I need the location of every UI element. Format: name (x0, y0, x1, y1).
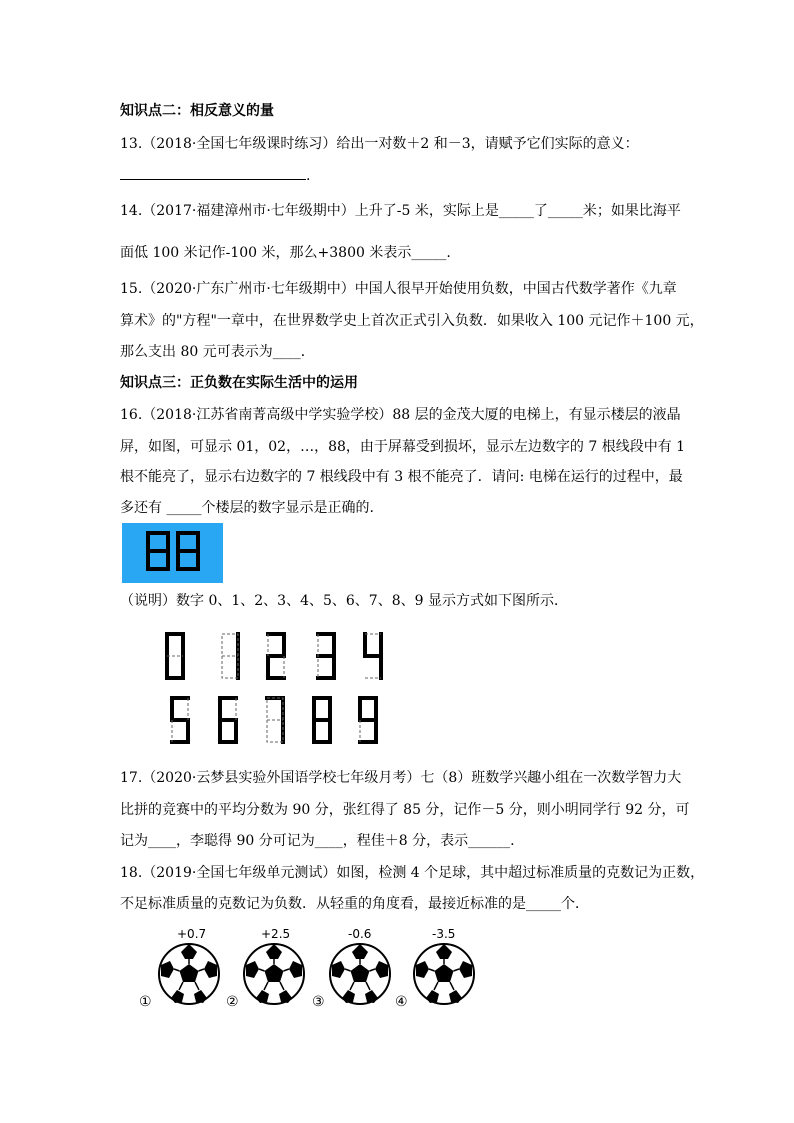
question-16-line3: 根不能亮了，显示右边数字的 7 根线段中有 3 根不能亮了．请问: 电梯在运行的过程中，最 (120, 469, 683, 485)
elevator-display (122, 523, 223, 583)
question-16-line2: 屏，如图，可显示 01，02，…，88，由于屏幕受到损坏，显示左边数字的 7 根线段中有 1 (120, 439, 686, 455)
question-16-note: （说明）数字 0、1、2、3、4、5、6、7、8、9 显示方式如下图所示． (120, 593, 568, 609)
ball-2-number: ② (226, 994, 239, 1010)
question-17-line1: 17.（2020·云梦县实验外国语学校七年级月考）七（8）班数学兴趣小组在一次数学智力大 (120, 770, 682, 786)
soccer-ball-4 (414, 944, 474, 1004)
section-heading-2: 知识点二：相反意义的量 (120, 103, 274, 119)
question-15-line2: 算术》的"方程"一章中，在世界数学史上首次正式引入负数．如果收入 100 元记作＋100 元， (120, 313, 704, 329)
ball-3-number: ③ (312, 994, 325, 1010)
ball-4-number: ④ (395, 994, 408, 1010)
question-16-line4: 多还有 _____个楼层的数字显示是正确的. (120, 500, 374, 516)
soccer-ball-1 (159, 944, 219, 1004)
question-16-line1: 16.（2018·江苏省南菁高级中学实验学校）88 层的金茂大厦的电梯上，有显示楼层的液晶 (120, 407, 681, 423)
answer-blank (120, 179, 306, 180)
question-15-line1: 15.（2020·广东广州市·七年级期中）中国人很早开始使用负数，中国古代数学著作《九章 (120, 281, 677, 297)
question-13-line1: 13.（2018·全国七年级课时练习）给出一对数＋2 和－3，请赋予它们实际的意义： (120, 136, 639, 152)
question-14-line2: 面低 100 米记作-100 米，那么+3800 米表示_____. (120, 245, 451, 261)
ball-4-label: -3.5 (432, 927, 456, 941)
question-17-line2: 比拼的竞赛中的平均分数为 90 分，张红得了 85 分，记作－5 分，则小明同学行 92 分，可 (120, 802, 690, 818)
question-13-period: . (306, 168, 311, 184)
section-heading-3: 知识点三：正负数在实际生活中的运用 (120, 375, 358, 391)
question-14-line1: 14.（2017·福建漳州市·七年级期中）上升了-5 米，实际上是_____了_____米；如果比海平 (120, 203, 681, 219)
question-17-line3: 记为____，李聪得 90 分可记为____，程佳＋8 分，表示______. (120, 833, 515, 849)
ball-2-label: +2.5 (261, 927, 291, 941)
ball-1-label: +0.7 (177, 927, 207, 941)
ball-3-label: -0.6 (348, 927, 372, 941)
question-15-line3: 那么支出 80 元可表示为____． (120, 344, 315, 360)
soccer-balls-figure (137, 924, 477, 1016)
question-18-line2: 不足标准质量的克数记为负数．从轻重的角度看，最接近标准的是_____个． (120, 896, 589, 912)
seven-segment-88 (122, 523, 223, 583)
question-18-line1: 18.（2019·全国七年级单元测试）如图，检测 4 个足球，其中超过标准质量的克数记为正数， (120, 865, 705, 881)
soccer-ball-3 (330, 944, 390, 1004)
soccer-ball-2 (244, 944, 304, 1004)
ball-1-number: ① (139, 994, 152, 1010)
seven-segment-digits-figure (150, 626, 392, 754)
